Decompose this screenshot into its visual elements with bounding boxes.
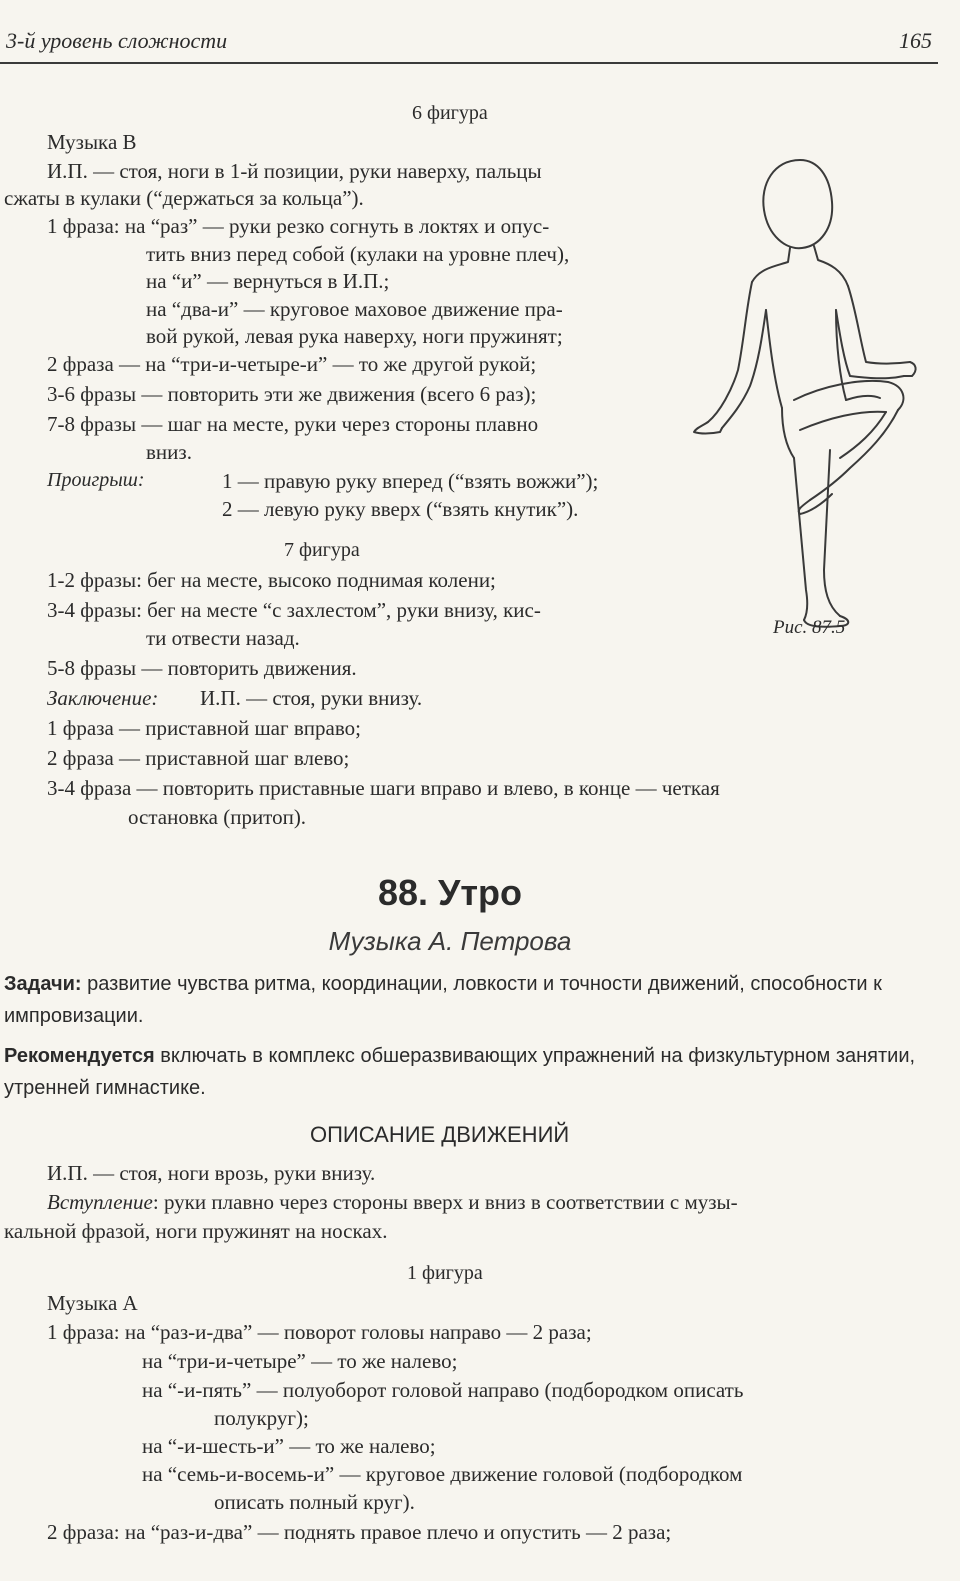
figure-1-line4: полукруг); — [214, 1406, 309, 1430]
figure-6-phrase1-line2: тить вниз перед собой (кулаки на уровне плеч), — [146, 242, 570, 266]
figure-1-line5: на “-и-шесть-и” — то же налево; — [142, 1434, 436, 1458]
figure-6-heading: 6 фигура — [412, 102, 488, 124]
conclusion-text: И.П. — стоя, руки внизу. — [200, 686, 423, 710]
tasks-label: Задачи: — [4, 973, 82, 995]
section-ip: И.П. — стоя, ноги врозь, руки внизу. — [47, 1161, 376, 1185]
figure-7-phrase1: 1-2 фразы: бег на месте, высоко поднимая колени; — [47, 568, 496, 592]
figure-1-line2: на “три-и-четыре” — то же налево; — [142, 1349, 458, 1373]
figure-1-line1: 1 фраза: на “раз-и-два” — поворот головы направо — 2 раза; — [47, 1320, 592, 1344]
figure-6-phrase1-line1: 1 фраза: на “раз” — руки резко согнуть в локтях и опус- — [47, 214, 550, 238]
figure-7-phrase2-line2: ти отвести назад. — [146, 626, 300, 650]
proigrysh-item-2: 2 — левую руку вверх (“взять кнутик”). — [222, 497, 579, 521]
intro-text: : руки плавно через стороны вверх и вниз в соответствии с музы- — [152, 1190, 738, 1214]
figure-6-ip-line2: сжаты в кулаки (“держаться за кольца”). — [4, 186, 364, 210]
figure-1-line7: описать полный круг). — [214, 1490, 415, 1514]
description-heading: ОПИСАНИЕ ДВИЖЕНИЙ — [310, 1122, 570, 1147]
intro-label: Вступление — [47, 1190, 153, 1214]
figure-1-heading: 1 фигура — [407, 1262, 483, 1284]
figure-6-phrase3: 3-6 фразы — повторить эти же движения (всего 6 раз); — [47, 382, 537, 406]
header-rule — [0, 62, 938, 64]
figure-6-ip-line1: И.П. — стоя, ноги в 1-й позиции, руки наверху, пальцы — [47, 159, 542, 183]
figure-7-phrase2-line1: 3-4 фразы: бег на месте “с захлестом”, руки внизу, кис- — [47, 598, 541, 622]
figure-illustration — [690, 150, 930, 630]
section-title: 88. Утро — [377, 872, 523, 913]
figure-caption: Рис. 87.5 — [773, 617, 846, 638]
conclusion-phrase1: 1 фраза — приставной шаг вправо; — [47, 716, 361, 740]
figure-6-phrase1-line3: на “и” — вернуться в И.П.; — [146, 269, 390, 293]
recommend-label: Рекомендуется — [4, 1045, 155, 1067]
figure-7-heading: 7 фигура — [284, 539, 360, 561]
figure-1-line3: на “-и-пять” — полуоборот головой направо (подбородком описать — [142, 1378, 744, 1402]
conclusion-phrase3-line1: 3-4 фраза — повторить приставные шаги вправо и влево, в конце — четкая — [47, 776, 720, 800]
conclusion-phrase2: 2 фраза — приставной шаг влево; — [47, 746, 350, 770]
figure-6-music: Музыка В — [47, 130, 137, 154]
section-subtitle: Музыка А. Петрова — [328, 926, 572, 956]
figure-6-phrase1-line4: на “два-и” — круговое маховое движение пра- — [146, 297, 563, 321]
recommend-paragraph — [4, 1040, 924, 1104]
recommend-text: включать в комплекс обшеразвивающих упражнений на физкультурном занятии, утренней гимнастике. — [4, 1045, 916, 1099]
intro-line2: кальной фразой, ноги пружинят на носках. — [4, 1219, 388, 1243]
tasks-text: развитие чувства ритма, координации, ловкости и точности движений, способности к импровизации. — [4, 973, 882, 1027]
tasks-paragraph — [4, 968, 924, 1032]
proigrysh-label: Проигрыш: — [47, 469, 145, 491]
figure-6-phrase4-line1: 7-8 фразы — шаг на месте, руки через стороны плавно — [47, 412, 539, 436]
proigrysh-item-1: 1 — правую руку вперед (“взять вожжи”); — [222, 469, 599, 493]
conclusion-phrase3-line2: остановка (притоп). — [128, 805, 307, 829]
figure-1-line6: на “семь-и-восемь-и” — круговое движение головой (подбородком — [142, 1462, 743, 1486]
figure-1-music: Музыка А — [47, 1291, 138, 1315]
page-number: 165 — [899, 28, 932, 53]
intro-line1 — [47, 1190, 738, 1215]
figure-7-phrase3: 5-8 фразы — повторить движения. — [47, 656, 357, 680]
figure-6-phrase4-line2: вниз. — [146, 440, 192, 464]
figure-6-phrase2: 2 фраза — на “три-и-четыре-и” — то же другой рукой; — [47, 352, 537, 376]
conclusion-label: Заключение: — [47, 686, 159, 710]
figure-6-phrase1-line5: вой рукой, левая рука наверху, ноги пружинят; — [146, 324, 563, 348]
running-header: 3-й уровень сложности — [6, 28, 228, 53]
figure-1-line8: 2 фраза: на “раз-и-два” — поднять правое плечо и опустить — 2 раза; — [47, 1520, 672, 1544]
